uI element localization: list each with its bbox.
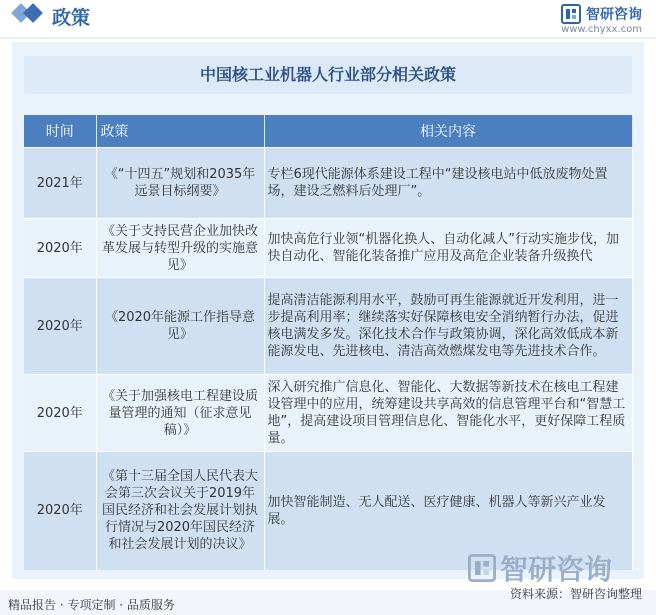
watermark-text: 智研咨询 xyxy=(500,553,613,586)
cell-year: 2020年 xyxy=(24,278,96,375)
cell-year: 2020年 xyxy=(24,452,96,570)
table-header-row xyxy=(24,115,632,148)
brand[interactable] xyxy=(561,4,642,24)
table-title: 中国核工业机器人行业部分相关政策 xyxy=(24,56,632,94)
diamond-icon xyxy=(23,3,43,23)
cell-content: 专栏6现代能源体系建设工程中“建设核电站中低放废物处置场，建设乏燃料后处理厂”。 xyxy=(264,148,632,219)
cell-policy: 《关于支持民营企业加快改革发展与转型升级的实施意见》 xyxy=(96,219,264,278)
cell-year: 2020年 xyxy=(24,219,96,278)
cell-policy: 《关于加强核电工程建设质量管理的通知（征求意见稿）》 xyxy=(96,375,264,452)
section-title: 政策 xyxy=(52,7,91,29)
table-row xyxy=(24,375,632,452)
source-note: 资料来源：智研咨询整理 xyxy=(509,587,642,601)
cell-content: 加快智能制造、无人配送、医疗健康、机器人等新兴产业发展。 xyxy=(264,452,632,570)
table-row xyxy=(24,278,632,375)
cell-content: 提高清洁能源利用水平，鼓励可再生能源就近开发利用，进一步提高利用率；继续落实好保障核电安全消纳暂行办法，促进核电满发多发。深化技术合作与政策协调，深化高效低成本新能源发电、先进核电、清洁高效燃煤发电等先进技术合作。 xyxy=(264,278,632,375)
header-divider xyxy=(0,37,656,39)
cell-policy: 《第十三届全国人民代表大会第三次会议关于2019年国民经济和社会发展计划执行情况与2020年国民经济和社会发展计划的决议》 xyxy=(96,452,264,570)
policy-table xyxy=(24,115,633,570)
table-row xyxy=(24,219,632,278)
cell-year: 2021年 xyxy=(24,148,96,219)
page-header xyxy=(0,0,656,36)
cell-policy: 《2020年能源工作指导意见》 xyxy=(96,278,264,375)
watermark xyxy=(468,548,612,588)
watermark-logo-icon xyxy=(468,554,496,582)
cell-year: 2020年 xyxy=(24,375,96,452)
column-header-time: 时间 xyxy=(24,115,96,148)
table-row xyxy=(24,148,632,219)
footer-slogan: 精品报告 · 专项定制 · 品质服务 xyxy=(8,598,175,612)
column-header-content: 相关内容 xyxy=(264,115,632,148)
cell-content: 加快高危行业领“机器化换人、自动化减人”行动实施步伐，加快自动化、智能化装备推广应用及高危企业装备升级换代 xyxy=(264,219,632,278)
cell-content: 深入研究推广信息化、智能化、大数据等新技术在核电工程建设管理中的应用，统筹建设共享高效的信息管理平台和“智慧工地”，提高建设项目管理信息化、智能化水平，更好保障工程质量。 xyxy=(264,375,632,452)
brand-name: 智研咨询 xyxy=(586,7,642,23)
brand-logo-icon xyxy=(561,4,581,24)
brand-url[interactable]: www.chyxx.com xyxy=(561,24,642,35)
header-decoration xyxy=(0,0,44,36)
cell-policy: 《“十四五”规划和2035年远景目标纲要》 xyxy=(96,148,264,219)
column-header-policy: 政策 xyxy=(96,115,264,148)
